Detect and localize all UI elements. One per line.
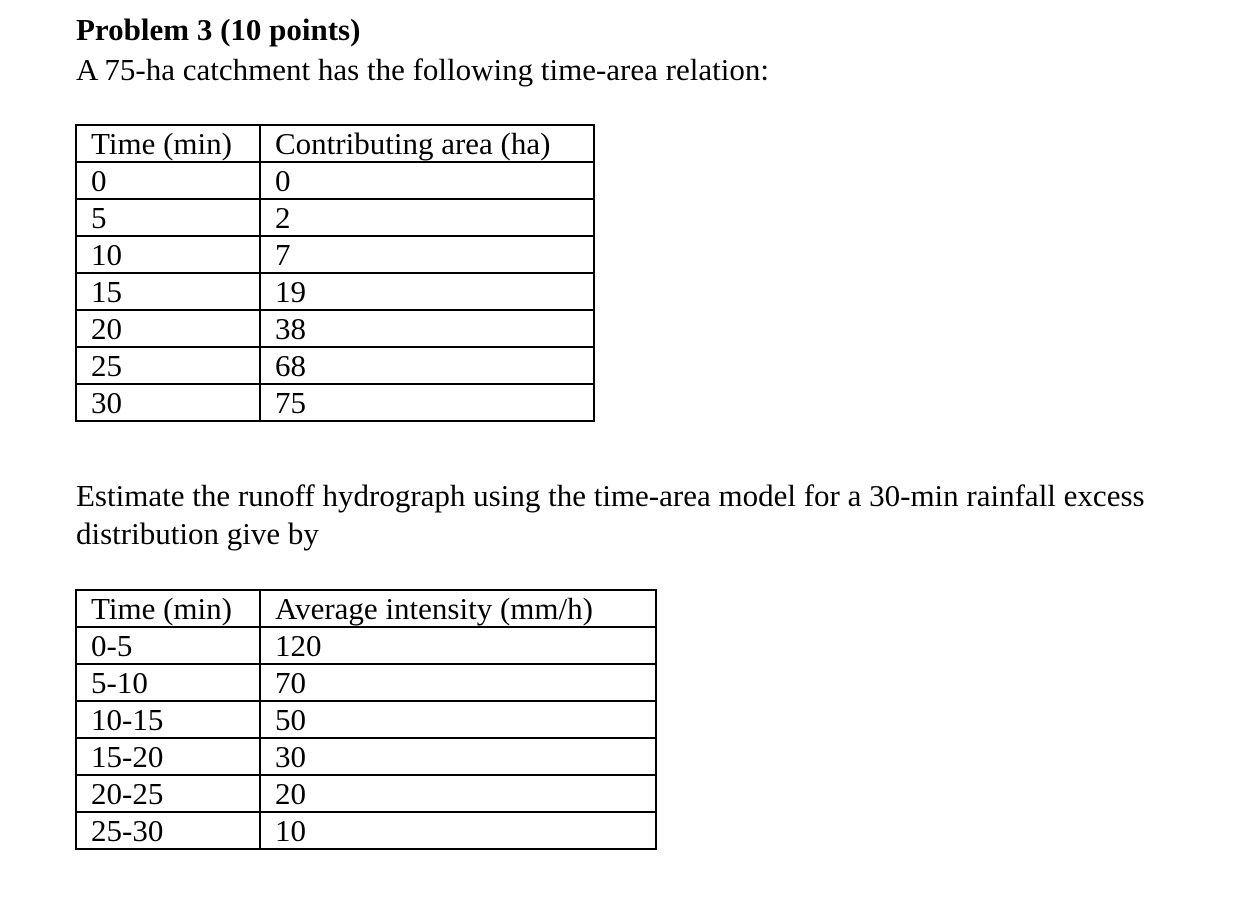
table-header-row xyxy=(76,125,594,162)
table-cell: 7 xyxy=(260,236,594,273)
table-header-cell: Time (min) xyxy=(76,125,260,162)
table-cell: 75 xyxy=(260,384,594,421)
table-cell: 19 xyxy=(260,273,594,310)
time-area-table xyxy=(75,124,595,422)
table-row xyxy=(76,199,594,236)
table-row xyxy=(76,384,594,421)
table-cell: 10 xyxy=(76,236,260,273)
table-header-row xyxy=(76,590,656,627)
table-cell: 20-25 xyxy=(76,775,260,812)
table-cell: 70 xyxy=(260,664,656,701)
table-row xyxy=(76,347,594,384)
table-row xyxy=(76,310,594,347)
table-cell: 0 xyxy=(76,162,260,199)
table-cell: 30 xyxy=(76,384,260,421)
table-cell: 120 xyxy=(260,627,656,664)
table-row xyxy=(76,738,656,775)
table-cell: 30 xyxy=(260,738,656,775)
table-cell: 38 xyxy=(260,310,594,347)
table-cell: 50 xyxy=(260,701,656,738)
table-header-cell: Contributing area (ha) xyxy=(260,125,594,162)
table-cell: 15-20 xyxy=(76,738,260,775)
table-cell: 68 xyxy=(260,347,594,384)
table-cell: 10 xyxy=(260,812,656,849)
problem-intro: A 75-ha catchment has the following time-area relation: xyxy=(76,52,769,87)
table-row xyxy=(76,775,656,812)
table-row xyxy=(76,162,594,199)
table-header-cell: Time (min) xyxy=(76,590,260,627)
table-row xyxy=(76,664,656,701)
estimate-paragraph: Estimate the runoff hydrograph using the time-area model for a 30-min rainfall excess distribution give by xyxy=(76,478,1145,551)
problem-title: Problem 3 (10 points) xyxy=(76,12,361,47)
table-cell: 0 xyxy=(260,162,594,199)
table-row xyxy=(76,273,594,310)
table-row xyxy=(76,627,656,664)
table-cell: 25-30 xyxy=(76,812,260,849)
rainfall-table xyxy=(75,589,657,850)
table-cell: 10-15 xyxy=(76,701,260,738)
table-row xyxy=(76,812,656,849)
table-cell: 5 xyxy=(76,199,260,236)
table-cell: 25 xyxy=(76,347,260,384)
table-row xyxy=(76,236,594,273)
table-cell: 2 xyxy=(260,199,594,236)
table-cell: 20 xyxy=(260,775,656,812)
table-header-cell: Average intensity (mm/h) xyxy=(260,590,656,627)
table-cell: 20 xyxy=(76,310,260,347)
table-cell: 5-10 xyxy=(76,664,260,701)
table-cell: 0-5 xyxy=(76,627,260,664)
table-row xyxy=(76,701,656,738)
table-cell: 15 xyxy=(76,273,260,310)
